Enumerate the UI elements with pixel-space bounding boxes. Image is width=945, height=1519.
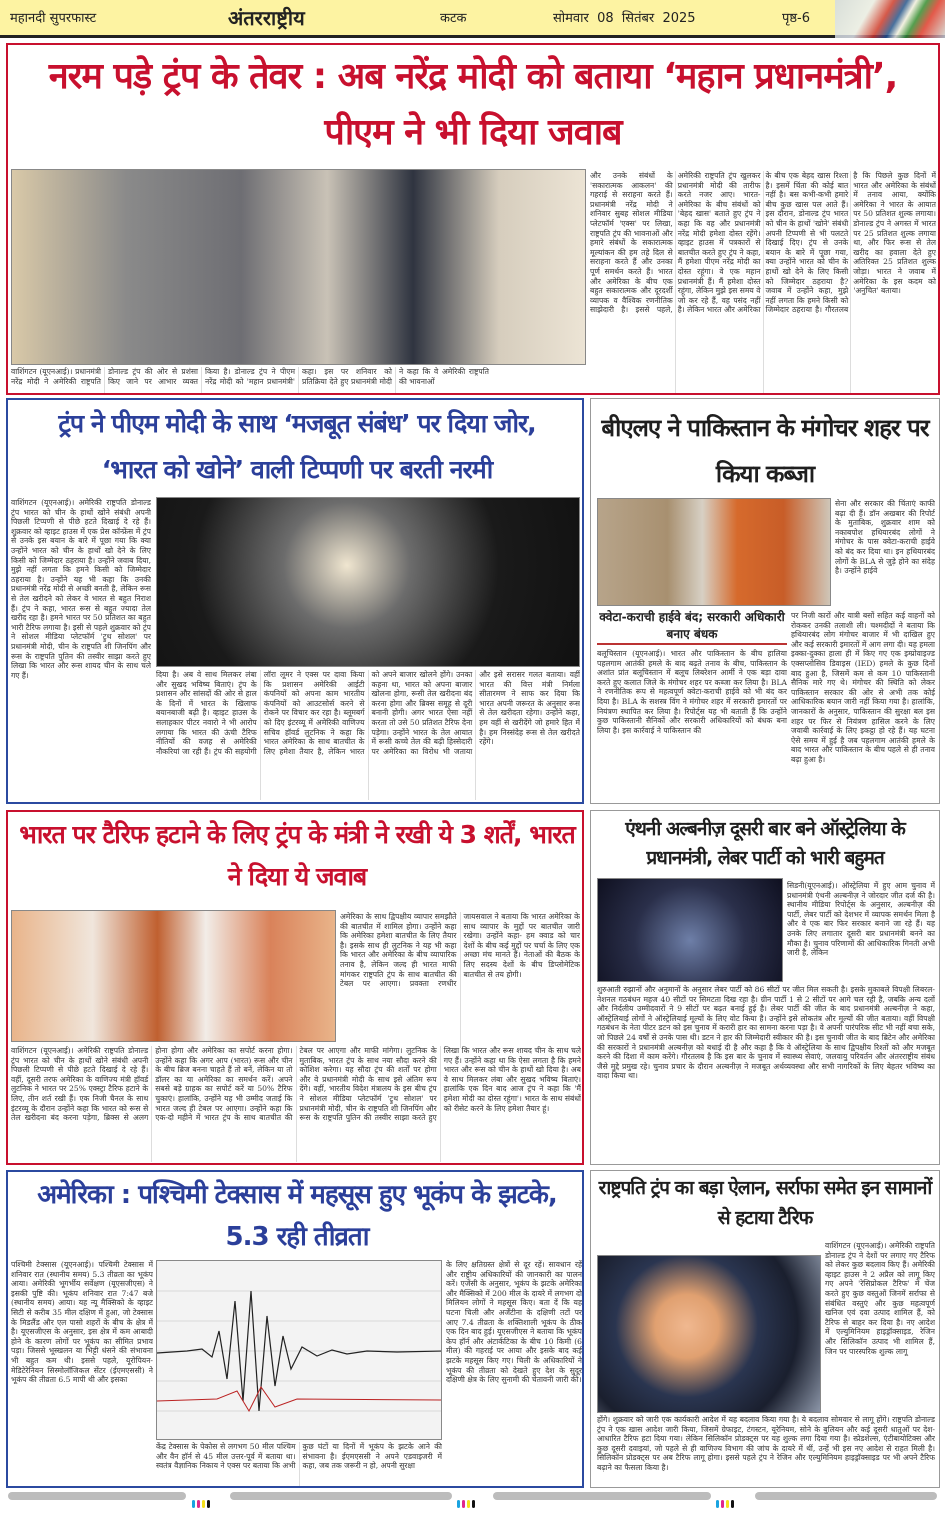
- article-body-bottom: वाशिंगटन (यूएनआई)। अमेरिकी राष्ट्रपति डोनाल्ड ट्रंप भारत को चीन के हाथों खोने संबंधी अपनी पिछली टिप्पणी से पीछे हटते दिखाई दे रहे हैं। वहीं, दूसरी तरफ अमेरिका के वाणिज्य मंत्री हॉवर्ड लुटनिक ने भारत पर 25% एक्स्ट्रा टैरिफ हटाने के लिए, तीन शर्त रखी हैं। एक निजी चैनल के साथ इंटरव्यू के दौरान उन्होंने कहा कि भारत को रूस से तेल खरीदना बंद करना पड़ेगा, ब्रिक्स से अलग होना होगा और अमेरिका का सपोर्ट करना होगा। उन्होंने कहा कि अगर आप (भारत) रूस और चीन के बीच ब्रिज बनना चाहते हैं तो बनें, लेकिन या तो डॉलर का या अमेरिका का समर्थन करें। अपने सबसे बड़े ग्राहक का सपोर्ट करें या 50% टैरिफ चुकाएं। हालांकि, उन्होंने यह भी उम्मीद जताई कि भारत जल्द ही टेबल पर आएगा। उन्होंने कहा कि एक-दो महीने में भारत ट्रंप के साथ बातचीत की टेबल पर आएगा और माफी मांगेगा। लुटनिक के मुताबिक, भारत ट्रंप के साथ नया सौदा करने की कोशिश करेगा। यह सौदा ट्रंप की शर्तों पर होगा और वे प्रधानमंत्री मोदी के साथ इसे अंतिम रूप देंगे। वहीं, भारतीय विदेश मंत्रालय के इस बीच ट्रंप ने सोशल मीडिया प्लेटफॉर्म 'ट्रुथ सोशल' पर प्रधानमंत्री मोदी, चीन के राष्ट्रपति शी जिनपिंग और रूस के राष्ट्रपति पुतिन की तस्वीर साझा करते हुए लिखा कि भारत और रूस शायद चीन के साथ चले गए हैं। उन्होंने कहा था कि ऐसा लगता है कि हमने भारत और रूस को चीन के हाथों खो दिया है। अब वे साथ मिलकर लंबा और सुखद भविष्य बिताएं। हालांकि एक दिन बाद आज ट्रंप ने कहा कि 'मैं हमेशा मोदी का दोस्त रहूंगा'। भारत के साथ संबंधों को रीसेट करने के लिए हमेशा तैयार हूं।: [11, 1046, 581, 1123]
- photo-trump: [597, 1255, 821, 1413]
- article-body-right: सिडनी(यूएनआई)। ऑस्ट्रेलिया में हुए आम चुनाव में प्रधानमंत्री एंथनी अल्बनीज़ ने जोरदार जीत दर्ज की है। स्थानीय मीडिया रिपोर्ट्स के अनुसार, अल्बनीज़ की पार्टी, लेबर पार्टी को देशभर में व्यापक समर्थन मिला है और वे एक बार फिर सरकार बनाने जा रहे हैं। यह उनके लिए लगातार दूसरी बार प्रधानमंत्री बनने का मौका है। चुनाव परिणामों की आधिकारिक गिनती अभी जारी है, लेकिन: [787, 881, 935, 958]
- headline-line-2: ‘भारत को खोने’ वाली टिप्पणी पर बरती नरमी: [101, 455, 493, 484]
- article-body: पर निजी कारों और यात्री बसों सहित कई वाहनों को रोककर उनकी तलाशी ली। चश्मदीदों ने बताया कि हथियारबंद लोग मंगोचर बाजार में भी दाखिल हुए और कई सरकारी इमारतों में आग लगा दी। यह हमला इक्का-दुक्का हाला ही में किए गए एक इम्प्रोवाइज्ड एक्सप्लोसिव डिवाइस (IED) हमले के कुछ दिनों बाद हुआ है, जिसमें कम से कम 10 पाकिस्तानी सैनिक मारे गए थे। मंगोचर की स्थिति को लेकर पाकिस्तान सरकार की ओर से अभी तक कोई आधिकारिक बयान जारी नहीं किया गया है। हालांकि, जानकारों के अनुसार, पाकिस्तान की सुरक्षा बल इस शहर पर फिर से नियंत्रण हासिल करने के लिए जवाबी कार्रवाई के लिए इकट्ठा हो रहे हैं। यह घटना ऐसे समय में हुई है जब पहलगाम आतंकी हमले के बाद भारत और पाकिस्तान के बीच पहले से ही तनाव बढ़ा हुआ है।: [791, 611, 935, 764]
- article-body-left: बलूचिस्तान (यूएनआई)। भारत और पाकिस्तान के बीच हालिया पहलगाम आतंकी हमले के बाद बढ़ते तनाव के बीच, पाकिस्तान के अशांत प्रांत बलूचिस्तान में बलूच लिबरेशन आर्मी ने एक बड़ा दावा करते हुए कलात जिले के मंगोचर शहर पर कब्जा कर लिया है। BLA ने रणनीतिक रूप से महत्वपूर्ण क्वेटा-कराची हाईवे को भी बंद कर दिया है। BLA के सशस्त्र विंग ने मंगोचर शहर में सरकारी इमारतों पर नियंत्रण स्थापित कर लिया है। रिपोर्ट्स यह भी बताती हैं कि उन्होंने कुछ पाकिस्तानी सैनिकों और सरकारी अधिकारियों को बंधक बना लिया है। इस कार्रवाई ने पाकिस्तान की: [597, 649, 787, 735]
- photo-trump-modi-hands: [156, 497, 580, 667]
- article-body: वाशिंगटन (यूएनआई)। प्रधानमंत्री नरेंद्र मोदी ने अमेरिकी राष्ट्रपति डोनाल्ड ट्रंप की ओर से प्रशंसा किए जाने पर आभार व्यक्त किया है। डोनाल्ड ट्रंप ने पीएम नरेंद्र मोदी को 'महान प्रधानमंत्री' कहा। इस पर शनिवार को प्रतिक्रिया देते हुए प्रधानमंत्री मोदी ने कहा कि वे अमेरिकी राष्ट्रपति की भावनाओं: [11, 367, 489, 386]
- article-body-columns: और उनके संबंधों के 'सकारात्मक आकलन' की गहराई से सराहना करते हैं। प्रधानमंत्री नरेंद्र मोदी ने शनिवार सुबह सोशल मीडिया प्लेटफॉर्म 'एक्स' पर लिखा, राष्ट्रपति ट्रंप की भावनाओं और हमारे संबंधों के सकारात्मक मूल्यांकन की हम तहे दिल से सराहना करते हैं और उनका पूर्ण समर्थन करते हैं। भारत और अमेरिका के बीच एक बहुत सकारात्मक और दूरदर्शी व्यापक व वैश्विक रणनीतिक साझेदारी है। इससे पहले, अमेरिकी राष्ट्रपति ट्रंप खुलकर प्रधानमंत्री मोदी की तारीफ करते नजर आए। भारत-अमेरिका के बीच संबंधों को 'बेहद खास' बताते हुए ट्रंप ने कहा कि वह और प्रधानमंत्री नरेंद्र मोदी हमेशा दोस्त रहेंगे। व्हाइट हाउस में पत्रकारों से बातचीत करते हुए ट्रंप ने कहा, मैं हमेशा पीएम नरेंद्र मोदी का दोस्त रहूंगा। वे एक महान प्रधानमंत्री हैं। मैं हमेशा दोस्त रहूंगा, लेकिन मुझे इस समय वे जो कर रहे हैं, वह पसंद नहीं है। लेकिन भारत और अमेरिका के बीच एक बेहद खास रिश्ता है। इसमें चिंता की कोई बात नहीं है। बस कभी-कभी हमारे बीच कुछ खास पल आते हैं। इस दौरान, डोनाल्ड ट्रंप भारत को चीन के हाथों 'खोने' संबंधी अपनी टिप्पणी से भी पलटते दिखाई दिए। ट्रंप से उनके बयान के बारे में पूछा गया, क्या उन्होंने भारत को चीन के हाथों खो देने के लिए किसी को जिम्मेदार ठहराया है? जवाब में उन्होंने कहा, मुझे नहीं लगता कि हमने किसी को जिम्मेदार ठहराया है। गौरतलब है कि पिछले कुछ दिनों में भारत और अमेरिका के संबंधों में तनाव आया, क्योंकि अमेरिका ने भारत के आयात पर 50 प्रतिशत शुल्क लगाया। डोनाल्ड ट्रंप ने अगस्त में भारत पर 25 प्रतिशत शुल्क लगाया था, और फिर रूस से तेल खरीद का हवाला देते हुए अतिरिक्त 25 प्रतिशत शुल्क जोड़ा। भारत ने जवाब में अमेरिका के इस कदम को 'अनुचित' बताया।: [590, 171, 936, 315]
- photo-modi-trump-port: [11, 910, 336, 1042]
- article-bla-mangochar: [590, 398, 940, 804]
- date: सोमवार 08 सितंबर 2025: [553, 11, 696, 26]
- article-body-mid: केंद्र टेक्सास के पेकोस से लगभग 50 मील पश्चिम और वैन हॉर्न से 45 मील उत्तर-पूर्व में बताया था। स्वतंत्र वैज्ञानिक निकाय ने एक्स पर बताया कि अभी कुछ घंटों या दिनों में भूकंप के झटके आने की संभावना है। ईएमएससी ने अपने एडवाइजरी में कहा, जब तक जरूरी न हो, अपनी सुरक्षा: [156, 1442, 442, 1471]
- headline: एंथनी अल्बनीज़ दूसरी बार बने ऑस्ट्रेलिया के प्रधानमंत्री, लेबर पार्टी को भारी बहुमत: [625, 818, 905, 869]
- article-body: शुरुआती रुझानों और अनुमानों के अनुसार लेबर पार्टी को 86 सीटों पर जीत मिल सकती है। इसके मुकाबले विपक्षी लिबरल-नेशनल गठबंधन महज 40 सीटों पर सिमटता दिख रहा है। ग्रीन पार्टी 1 से 2 सीटों पर आगे चल रही है, जबकि अन्य दलों और निर्दलीय उम्मीदवारों ने 9 सीटों पर बढ़त बनाई हुई है। लेबर पार्टी की जीत के बाद प्रधानमंत्री अल्बनीज़ ने कहा, ऑस्ट्रेलियाई लोगों ने ऑस्ट्रेलियाई मूल्यों के लिए वोट किया है। उन्होंने इसे लोकतंत्र और मूल्यों की जीत बताया। वहीं विपक्षी गठबंधन के नेता पीटर डटन को इस चुनाव में करारी हार का सामना करना पड़ा है। वे अपनी पारंपरिक सीट भी नहीं बचा सके, जो पिछले 24 वर्षों से उनके पास थी। डटन ने हार की जिम्मेदारी स्वीकार की है। इस चुनावी जीत के बाद ब्रिटेन और अमेरिका की सरकारों ने प्रधानमंत्री अल्बनीज़ को बधाई दी है और कहा है कि वे ऑस्ट्रेलिया के साथ द्विपक्षीय रिश्तों को और मजबूत करने की दिशा में काम करेंगे। गौरतलब है कि इस बार के चुनाव में स्वास्थ्य सेवाएं, जलवायु परिवर्तन और अंतरराष्ट्रीय संबंध जैसे मुद्दे प्रमुख रहे। चुनाव प्रचार के दौरान अल्बनीज़ ने मजबूत अर्थव्यवस्था और सभी नागरिकों के लिए बेहतर भविष्य का वादा किया था।: [597, 985, 935, 1081]
- article-trump-tariff-bullion: [590, 1170, 940, 1488]
- article-body-right: वाशिंगटन (यूएनआई)। अमेरिकी राष्ट्रपति डोनाल्ड ट्रंप ने देशों पर लगाए गए टैरिफ को लेकर कुछ बदलाव किए हैं। अमेरिकी व्हाइट हाउस ने 2 अप्रैल को लागू किए गए अपने 'रेसिप्रोकल टैरिफ' में चेंज करते हुए कुछ वस्तुओं जिनमें सर्राफा से संबंधित वस्तुएं और कुछ महत्वपूर्ण खनिज एवं दवा उत्पाद शामिल हैं, को टैरिफ से बाहर कर दिया है। नए आदेश में एल्युमिनियम हाइड्रॉक्साइड, रेजिन और सिलिकॉन उत्पाद भी शामिल हैं, जिन पर पारस्परिक शुल्क लागू: [825, 1241, 935, 1356]
- article-albanese: [590, 810, 940, 1165]
- page-number: पृष्ठ-6: [782, 11, 811, 26]
- headline: अमेरिका : पश्चिमी टेक्सास में महसूस हुए भूकंप के झटके, 5.3 रही तीव्रता: [37, 1180, 557, 1252]
- article-body-left: पश्चिमी टेक्सास (यूएनआई)। पश्चिमी टेक्सास में शनिवार रात (स्थानीय समय) 5.3 तीव्रता का भूकंप आया। अमेरिकी भूगर्भीय सर्वेक्षण (यूएसजीएस) ने इसकी पुष्टि की। भूकंप शनिवार रात 7:47 बजे (स्थानीय समय) आया। यह न्यू मैक्सिको के व्हाइट सिटी से करीब 35 मील दक्षिण में हुआ, जो टेक्सास के मिडलैंड और एल पासो शहरों के बीच के क्षेत्र में है। यूएसजीएस के अनुसार, इस क्षेत्र में कम आबादी होने के कारण लोगों पर भूकंप का सीमित प्रभाव पड़ा। जिससे भूस्खलन या भिट्टी धंसने की संभावना भी बहुत कम थी। इससे पहले, यूरोपियन-मेडिटेरेनियन सिस्मोलॉजिकल सेंटर (ईएमएससी) ने भूकंप की तीव्रता 6.5 मापी थी और इसका: [11, 1260, 153, 1385]
- city: कटक: [440, 11, 467, 26]
- article-tariff-conditions: [6, 810, 584, 1165]
- color-registration-marks: [457, 1493, 477, 1500]
- flags-image: [835, 0, 945, 38]
- photo-quetta-highway: [597, 498, 831, 606]
- article-body-right: अमेरिका के साथ द्विपक्षीय व्यापार समझौते की बातचीत में शामिल होगा। उन्होंने कहा कि अमेरिका हमेशा बातचीत के लिए तैयार है। इसके साथ ही लुटनिक ने यह भी कहा कि भारत और अमेरिका के बीच व्यापारिक तनाव है, लेकिन जल्द ही भारत माफी मांगकर राष्ट्रपति ट्रंप के साथ बातचीत की टेबल पर आएगा। प्रवक्ता रणधीर जायसवाल ने बताया कि भारत अमेरिका के साथ व्यापार के मुद्दों पर बातचीत जारी रखेगा। उन्होंने कहा- हम क्वाड को चार देशों के बीच कई मुद्दों पर चर्चा के लिए एक अच्छा मंच मानते हैं। नेताओं की बैठक के लिए सदस्य देशों के बीच डिप्लोमेटिक बातचीत से तय होगी।: [340, 912, 580, 989]
- article-body: होंगे। शुक्रवार को जारी एक कार्यकारी आदेश में यह बदलाव किया गया है। ये बदलाव सोमवार से लागू होंगे। राष्ट्रपति डोनाल्ड ट्रंप ने एक खास आदेश जारी किया, जिसमें ग्रेफाइट, टंगस्टन, यूरेनियम, सोने के बुलियन और कई दूसरी धातुओं पर देश-आधारित टैरिफ हटा दिया गया। लेकिन सिलिकॉन प्रोडक्ट्स पर यह शुल्क लगा दिया गया है। स्प्रेडशेल्स, एंटीबायोटिक्स और कुछ दूसरी दवाइयां, जो पहले से ही वाणिज्य विभाग की जांच के दायरे में थीं, उन्हें भी इस नए आदेश से राहत मिली है। सिलिकॉन प्रोडक्ट्स पर अब टैरिफ लागू होगा। इससे पहले ट्रंप ने रेजिन और एल्युमिनियम हाइड्रॉक्साइड पर भी अपने टैरिफ बढ़ाने का फैसला किया है।: [597, 1415, 935, 1472]
- section-title: अंतरराष्ट्रीय: [228, 6, 305, 30]
- print-bar: [8, 1492, 186, 1500]
- seismograph-wave-icon: [157, 1261, 442, 1440]
- headline: नरम पड़े ट्रंप के तेवर : अब नरेंद्र मोदी को बताया ‘महान प्रधानमंत्री’, पीएम ने भी दिया जवाब: [48, 56, 898, 153]
- article-body-right: सेना और सरकार की चिंताएं काफी बढ़ा दी हैं। डॉन अखबार की रिपोर्ट के मुताबिक, शुक्रवार शाम को नकाबपोश हथियारबंद लोगों ने मंगोचर के पास क्वेटा-कराची हाईवे को बंद कर दिया था। इन हथियारबंद लोगों के BLA से जुड़े होने का संदेह है। उन्होंने हाईवे: [835, 499, 935, 576]
- color-registration-marks: [716, 1493, 736, 1500]
- article-strong-relations: [6, 398, 584, 804]
- print-bar: [493, 1492, 711, 1500]
- photo-albanese-victory: [597, 878, 783, 982]
- article-body-bottom: दिया है। अब वे साथ मिलकर लंबा और सुखद भविष्य बिताएं। ट्रंप के प्रशासन और सांसदों की ओर से हाल के दिनों में भारत के खिलाफ बयानबाजी बढ़ी है। व्हाइट हाउस के सलाहकार पीटर नवारो ने भी आरोप लगाया कि भारत की ऊंची टैरिफ नीतियों की वजह से अमेरिकी नौकरियां जा रही हैं। ट्रंप की सहयोगी लॉरा लूमर ने एक्स पर दावा किया कि प्रशासन अमेरिकी आईटी कंपनियों को अपना काम भारतीय कंपनियों को आउटसोर्स करने से रोकने पर विचार कर रहा है। ब्लूमबर्ग को दिए इंटरव्यू में अमेरिकी वाणिज्य सचिव हॉवर्ड लुटनिक ने कहा कि भारत अमेरिका के साथ बातचीत के लिए हमेशा तैयार है, लेकिन भारत को अपने बाजार खोलने होंगे। उनका कहना था, भारत को अपना बाजार खोलना होगा, रूसी तेल खरीदना बंद करना होगा और ब्रिक्स समूह से दूरी बनानी होगी। अगर भारत ऐसा नहीं करता तो उसे 50 प्रतिशत टैरिफ देना पड़ेगा। उन्होंने भारत के तेल आयात में रूसी कच्चे तेल की बढ़ी हिस्सेदारी पर अमेरिका का विरोध भी जताया और इसे सरासर गलत बताया। वहीं भारत की वित्त मंत्री निर्मला सीतारमण ने साफ कर दिया कि भारत अपनी जरूरत के अनुसार रूस से तेल खरीदता रहेगा। उन्होंने कहा, हम वहीं से खरीदेंगे जो हमारे हित में है। हम निस्संदेह रूस से तेल खरीदते रहेंगे।: [156, 670, 580, 756]
- photo-caption: क्वेटा-कराची हाईवे बंद; सरकारी अधिकारी बनाए बंधक: [597, 609, 787, 645]
- masthead-band: [0, 0, 945, 38]
- article-body-left: वाशिंगटन (यूएनआई)। अमेरिकी राष्ट्रपति डोनाल्ड ट्रंप भारत को चीन के हाथों खोने संबंधी अपनी पिछली टिप्पणी से पीछे हटते दिखाई दे रहे हैं। शुक्रवार को व्हाइट हाउस में एक प्रेस कॉन्फ्रेंस में ट्रंप से उनके इस बयान के बारे में पूछा गया कि क्या उन्होंने भारत को चीन के हाथों खो देने के लिए किसी को जिम्मेदार ठहराया है। उन्होंने जवाब दिया, मुझे नहीं लगता कि हमने किसी को जिम्मेदार ठहराया है। उन्होंने यह भी कहा कि उनकी प्रधानमंत्री नरेंद्र मोदी से अच्छी बनती है, लेकिन रूस से तेल खरीदने को लेकर वे भारत से बहुत निराश हैं। ट्रंप ने कहा, भारत रूस से बहुत ज्यादा तेल खरीद रहा है। हमने भारत पर 50 प्रतिशत का बहुत भारी टैरिफ लगाया है। इसी से पहले शुक्रवार को ट्रंप ने सोशल मीडिया प्लेटफॉर्म 'ट्रुथ सोशल' पर प्रधानमंत्री मोदी, चीन के राष्ट्रपति शी जिनपिंग और रूस के राष्ट्रपति पुतिन की तस्वीर साझा करते हुए लिखा कि भारत और रूस शायद चीन के साथ चले गए हैं।: [11, 498, 151, 680]
- headline-line-1: ट्रंप ने पीएम मोदी के साथ ‘मजबूत संबंध’ पर दिया जोर,: [58, 409, 536, 438]
- article-modi-trump: [6, 43, 940, 395]
- print-bar: [230, 1492, 452, 1500]
- paper-name: महानदी सुपरफास्ट: [10, 11, 97, 26]
- headline: भारत पर टैरिफ हटाने के लिए ट्रंप के मंत्री ने रखी ये 3 शर्तें, भारत ने दिया ये जवाब: [19, 820, 575, 891]
- print-bar: [755, 1492, 937, 1500]
- color-registration-marks: [192, 1493, 212, 1500]
- article-texas-earthquake: [6, 1170, 584, 1488]
- article-body-right: के लिए क्षतिग्रस्त क्षेत्रों से दूर रहें। सावधान रहें और राष्ट्रीय अधिकारियों की जानकारी का पालन करें। एजेंसी के अनुसार, भूकंप के झटके अमेरिका और मैक्सिको में 200 मील के दायरे में लगभग दो मिलियन लोगों ने महसूस किए। बता दें कि यह घटना चिली और अर्जेंटीना के दक्षिणी तटों पर आए 7.4 तीव्रता के शक्तिशाली भूकंप के ठीक एक दिन बाद हुई। यूएसजीएस ने बताया कि भूकंप केप हॉर्न और अंटार्कटिका के बीच 10 किमी (6 मील) की गहराई पर आया और इसके बाद कई झटके महसूस किए गए। चिली के अधिकारियों ने भूकंप की तीव्रता को देखते हुए देश के सुदूर दक्षिणी क्षेत्र के लिए सुनामी की चेतावनी जारी की।: [446, 1260, 582, 1385]
- photo-seismograph: [156, 1260, 442, 1440]
- headline: राष्ट्रपति ट्रंप का बड़ा ऐलान, सर्राफा समेत इन सामानों से हटाया टैरिफ: [598, 1177, 932, 1229]
- headline: बीएलए ने पाकिस्तान के मंगोचर शहर पर किया कब्जा: [601, 414, 929, 488]
- photo-modi-trump-handshake: [11, 169, 586, 365]
